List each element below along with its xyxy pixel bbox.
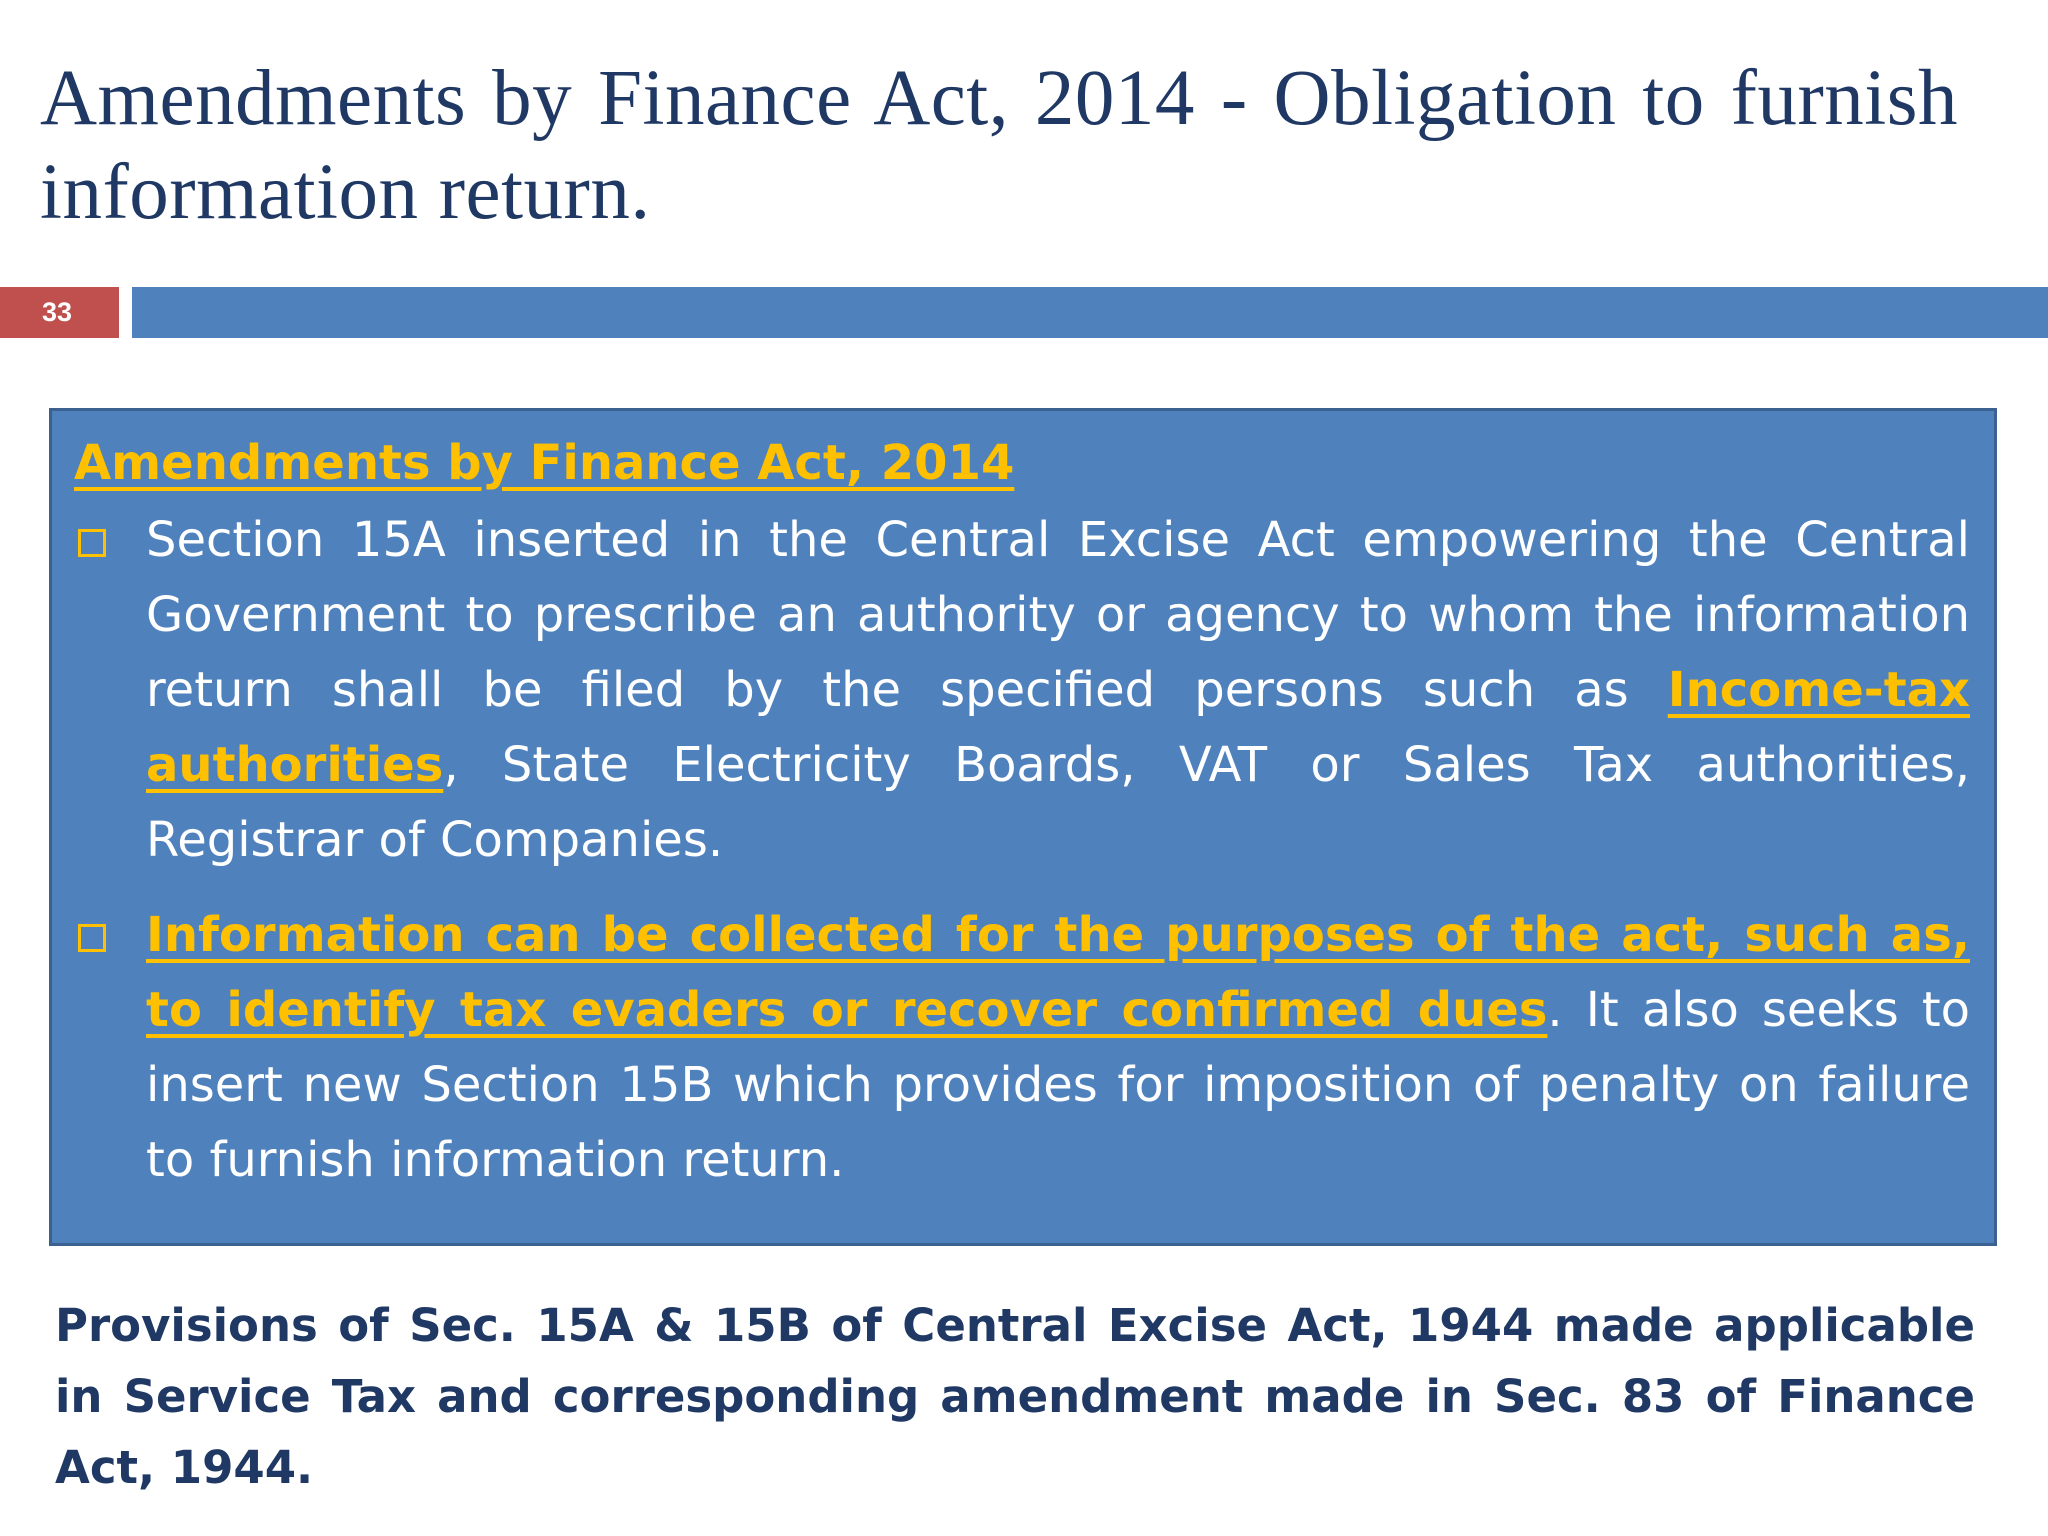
- bullet-item-information-collection: [74, 898, 1970, 1198]
- box-heading: Amendments by Finance Act, 2014: [74, 435, 1015, 491]
- bullet-text: , State Electricity Boards, VAT or Sales Tax authorities, Registrar of Companies.: [146, 737, 1970, 868]
- content-box: [49, 408, 1997, 1246]
- square-bullet-icon: [78, 529, 106, 557]
- highlighted-text: Information can be collected for the purposes of the act, such as, to identify tax evaders or recover confirmed dues: [146, 907, 1970, 1038]
- accent-bar: [132, 287, 2048, 338]
- bullet-text: . It also seeks to insert new Section 15B which provides for imposition of penalty on failure to furnish information return.: [146, 982, 1970, 1188]
- slide-title: Amendments by Finance Act, 2014 - Obligation to furnish information return.: [40, 55, 1958, 236]
- highlighted-text: Income-tax authorities: [146, 662, 1970, 793]
- bullet-item-section-15a: [74, 503, 1970, 878]
- bullet-text: Section 15A inserted in the Central Excise Act empowering the Central Government to prescribe an authority or agency to whom the information return shall be filed by the specified persons such as: [146, 512, 1970, 718]
- square-bullet-icon: [78, 924, 106, 952]
- slide-number: 33: [0, 287, 119, 338]
- footer-note: Provisions of Sec. 15A & 15B of Central Excise Act, 1944 made applicable in Service Tax and corresponding amendment made in Sec. 83 of Finance Act, 1944.: [55, 1299, 1975, 1494]
